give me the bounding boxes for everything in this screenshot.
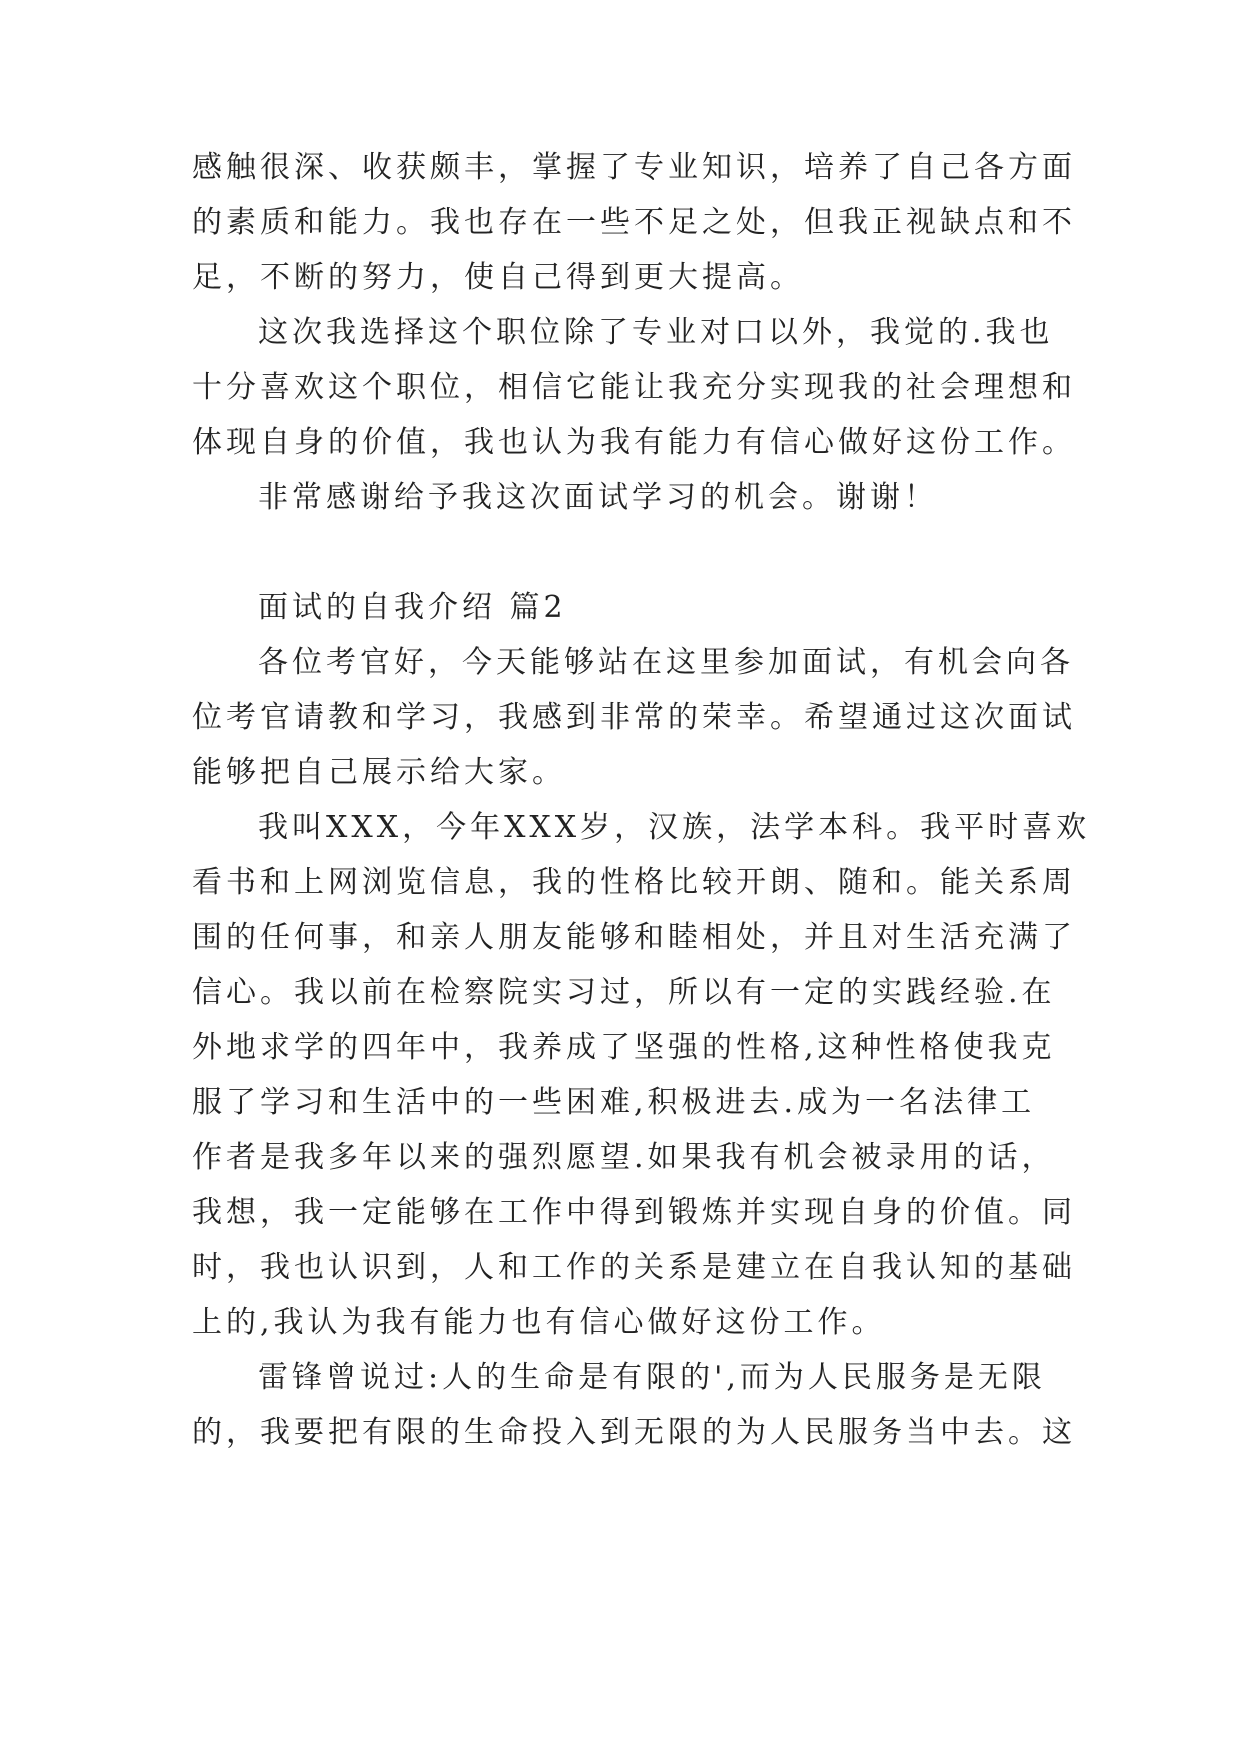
text-line: 十分喜欢这个职位，相信它能让我充分实现我的社会理想和 xyxy=(192,370,1076,405)
section-heading: 面试的自我介绍 篇2 xyxy=(258,590,567,625)
paragraph-start-line: 我叫XXX，今年XXX岁，汉族，法学本科。我平时喜欢 xyxy=(258,810,1091,845)
text-line: 感触很深、收获颇丰，掌握了专业知识，培养了自己各方面 xyxy=(192,150,1076,185)
text-line: 信心。我以前在检察院实习过，所以有一定的实践经验.在 xyxy=(192,975,1056,1010)
paragraph-start-line: 各位考官好，今天能够站在这里参加面试，有机会向各 xyxy=(258,645,1074,680)
text-line: 外地求学的四年中，我养成了坚强的性格,这种性格使我克 xyxy=(192,1030,1056,1065)
text-line: 时，我也认识到，人和工作的关系是建立在自我认知的基础 xyxy=(192,1250,1076,1285)
text-line: 看书和上网浏览信息，我的性格比较开朗、随和。能关系周 xyxy=(192,865,1076,900)
paragraph-start-line: 非常感谢给予我这次面试学习的机会。谢谢！ xyxy=(258,480,938,515)
text-line: 的素质和能力。我也存在一些不足之处，但我正视缺点和不 xyxy=(192,205,1076,240)
text-line: 足，不断的努力，使自己得到更大提高。 xyxy=(192,260,804,295)
text-line: 的，我要把有限的生命投入到无限的为人民服务当中去。这 xyxy=(192,1415,1076,1450)
paragraph-start-line: 这次我选择这个职位除了专业对口以外，我觉的.我也 xyxy=(258,315,1054,350)
text-line: 能够把自己展示给大家。 xyxy=(192,755,566,790)
text-line: 作者是我多年以来的强烈愿望.如果我有机会被录用的话， xyxy=(192,1140,1056,1175)
text-line: 位考官请教和学习，我感到非常的荣幸。希望通过这次面试 xyxy=(192,700,1076,735)
text-line: 上的,我认为我有能力也有信心做好这份工作。 xyxy=(192,1305,886,1340)
text-line: 我想，我一定能够在工作中得到锻炼并实现自身的价值。同 xyxy=(192,1195,1076,1230)
paragraph-start-line: 雷锋曾说过:人的生命是有限的',而为人民服务是无限 xyxy=(258,1360,1046,1395)
text-line: 围的任何事，和亲人朋友能够和睦相处，并且对生活充满了 xyxy=(192,920,1076,955)
text-line: 体现自身的价值，我也认为我有能力有信心做好这份工作。 xyxy=(192,425,1076,460)
text-line: 服了学习和生活中的一些困难,积极进去.成为一名法律工 xyxy=(192,1085,1036,1120)
